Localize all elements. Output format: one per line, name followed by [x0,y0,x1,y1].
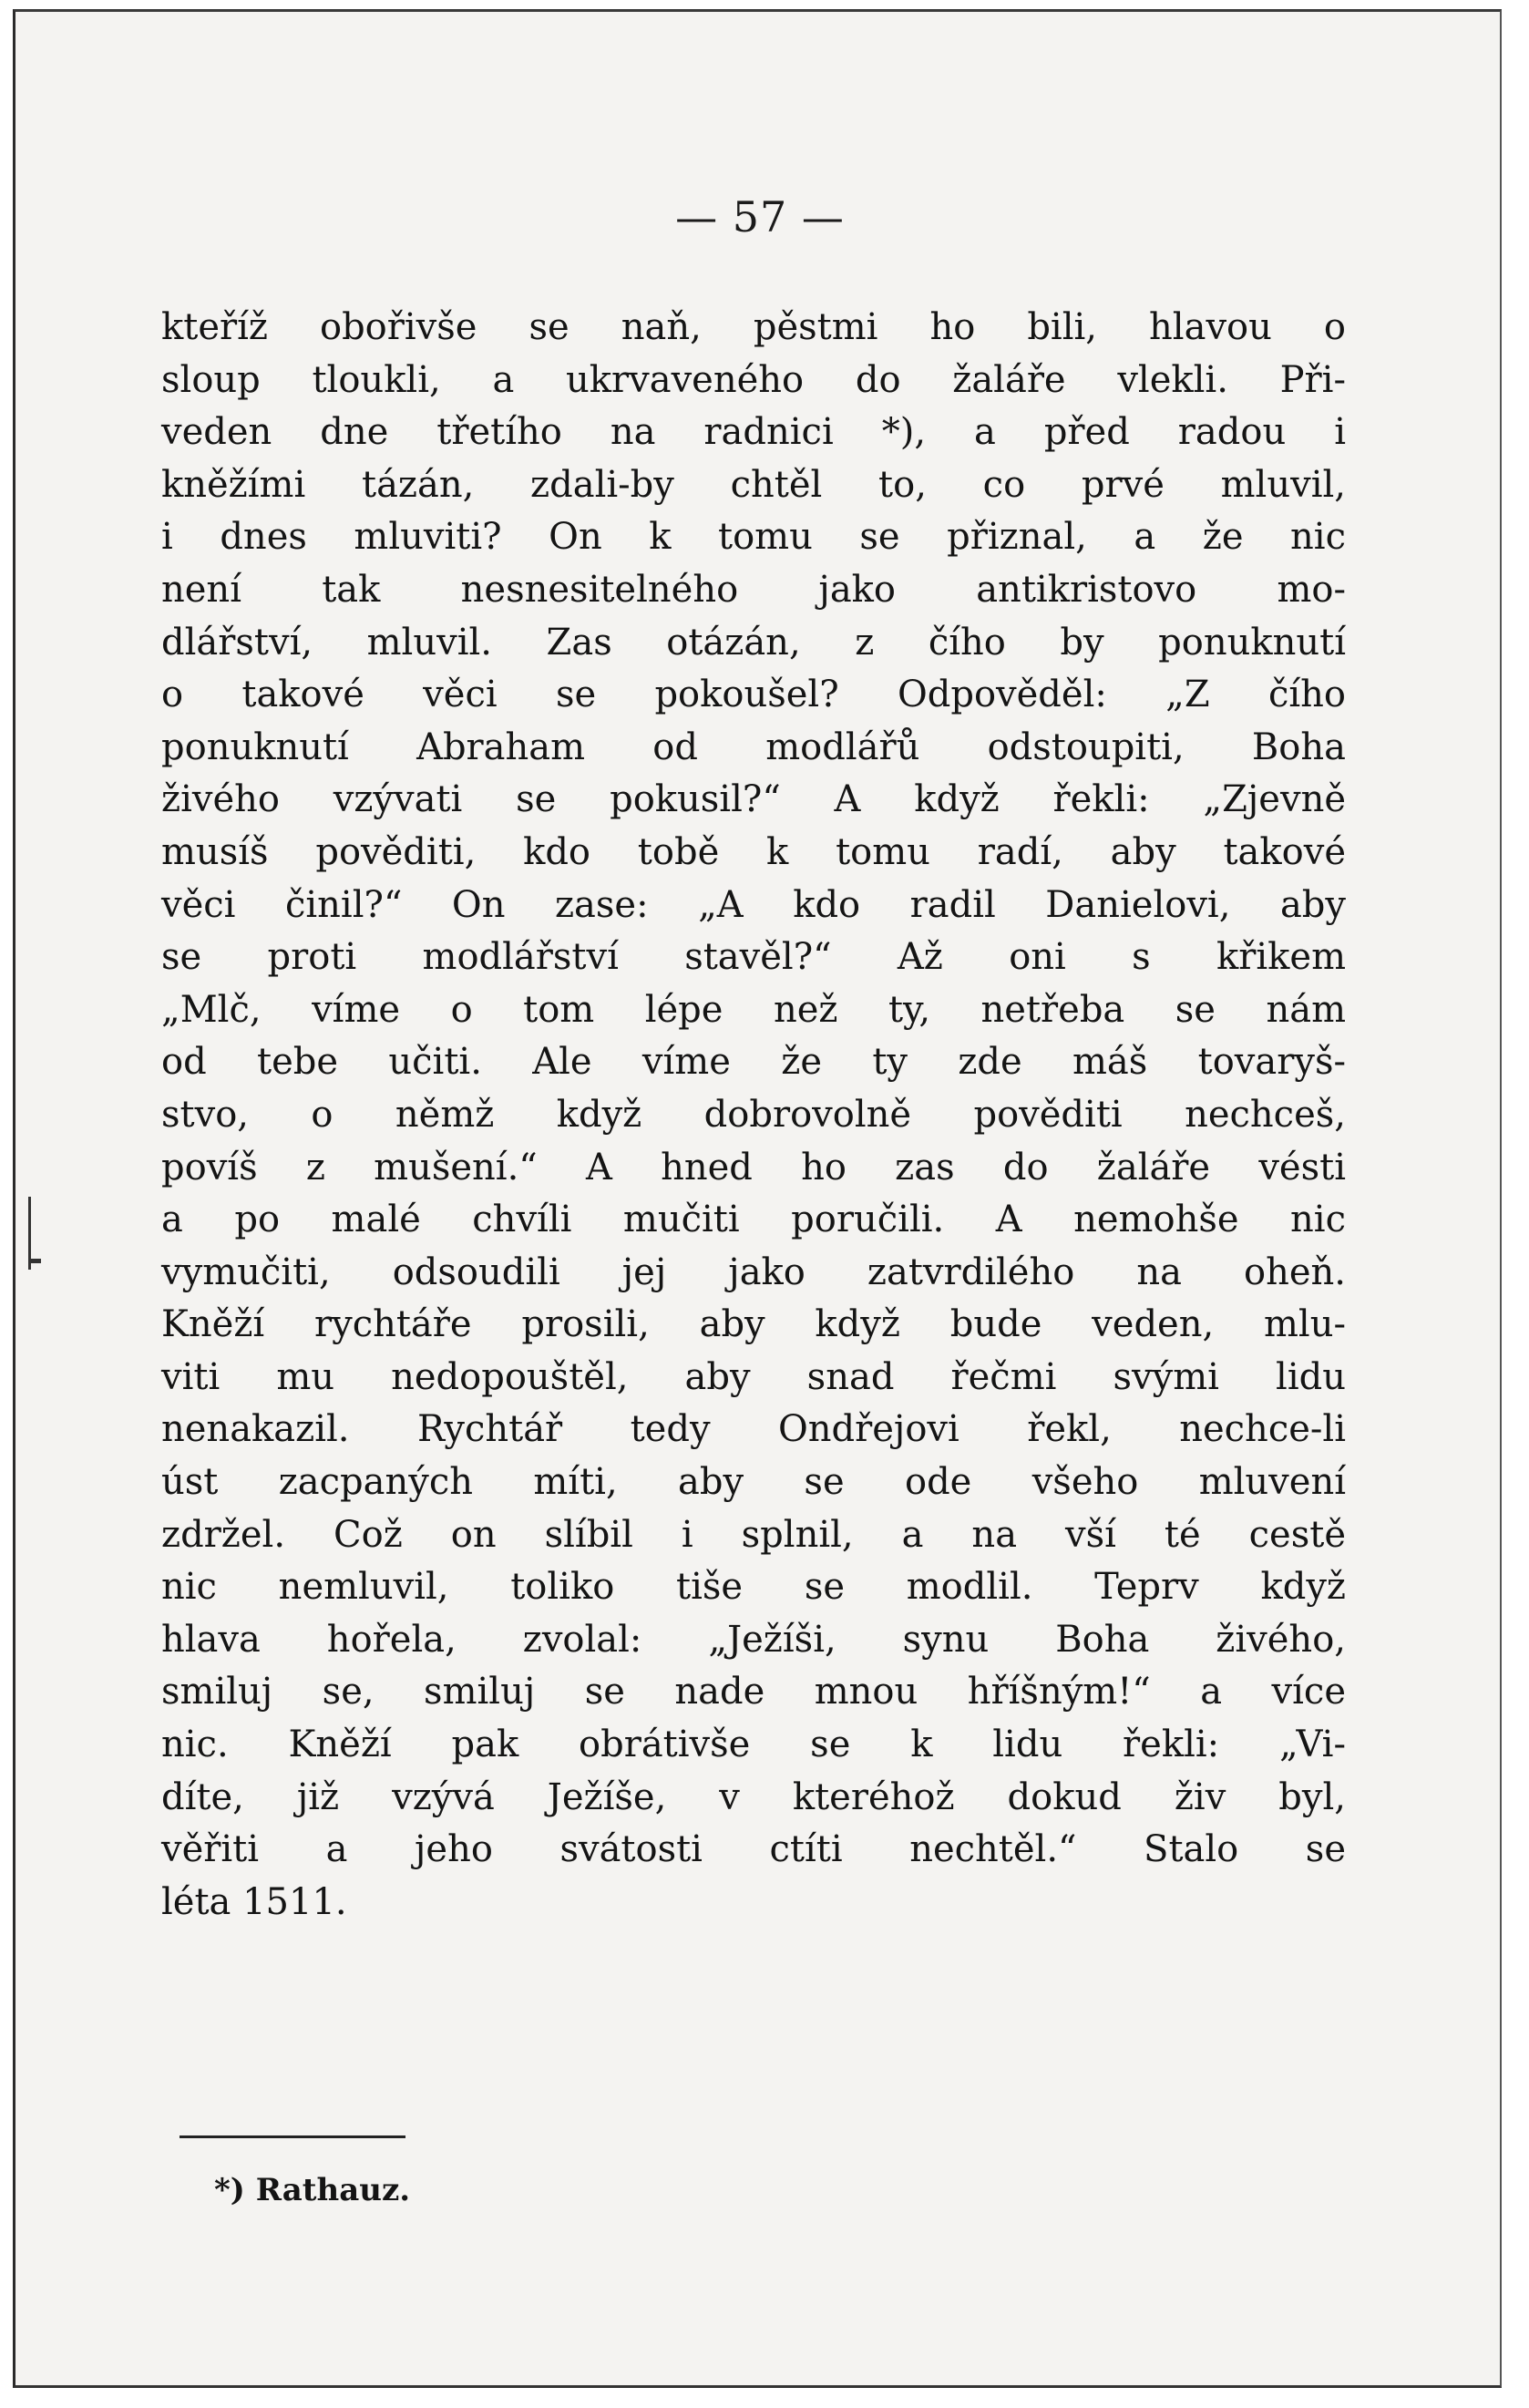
body-text [161,302,1346,1929]
text-line: viti mu nedopouštěl, aby snad řečmi svými lidu [161,1355,1346,1398]
text-line: zdržel. Což on slíbil i splnil, a na vší té cestě [161,1513,1346,1556]
text-line: stvo, o němž když dobrovolně pověditi nechceš, [161,1093,1346,1136]
text-line: kněžími tázán, zdali-by chtěl to, co prvé mluvil, [161,463,1346,506]
text-line: o takové věci se pokoušel? Odpověděl: „Z čího [161,674,1346,716]
footnote-rule [180,2135,405,2138]
text-line: musíš pověditi, kdo tobě k tomu radí, aby takové [161,830,1346,873]
text-line: „Mlč, víme o tom lépe než ty, netřeba se nám [161,988,1346,1031]
text-line: nic. Kněží pak obrátivše se k lidu řekli: „Vi- [161,1724,1346,1766]
text-line: i dnes mluviti? On k tomu se přiznal, a že nic [161,516,1346,559]
text-line: hlava hořela, zvolal: „Ježíši, synu Boha živého, [161,1618,1346,1661]
text-line: nenakazil. Rychtář tedy Ondřejovi řekl, nechce-li [161,1408,1346,1451]
text-line: a po malé chvíli mučiti poručili. A nemohše nic [161,1199,1346,1241]
text-line: dlářství, mluvil. Zas otázán, z čího by ponuknutí [161,621,1346,664]
text-line: veden dne třetího na radnici *), a před radou i [161,411,1346,454]
text-line: díte, již vzývá Ježíše, v kteréhož dokud živ byl, [161,1775,1346,1818]
footnote: *) Rathauz. [214,2172,411,2208]
text-line: Kněží rychtáře prosili, aby když bude veden, mlu- [161,1303,1346,1346]
text-line: věřiti a jeho svátosti ctíti nechtěl.“ Stalo se [161,1828,1346,1871]
text-line: ponuknutí Abraham od modlářů odstoupiti, Boha [161,725,1346,768]
text-line: nic nemluvil, toliko tiše se modlil. Teprv když [161,1566,1346,1609]
text-line: věci činil?“ On zase: „A kdo radil Danielovi, aby [161,883,1346,926]
text-line: od tebe učiti. Ale víme že ty zde máš tovaryš- [161,1041,1346,1084]
text-line: živého vzývati se pokusil?“ A když řekli: „Zjevně [161,778,1346,821]
text-line: kteříž obořivše se naň, pěstmi ho bili, hlavou o [161,306,1346,348]
text-line: smiluj se, smiluj se nade mnou hříšným!“ a více [161,1671,1346,1713]
text-line: není tak nesnesitelného jako antikristovo mo- [161,568,1346,611]
text-line: povíš z mušení.“ A hned ho zas do žaláře vésti [161,1146,1346,1189]
text-line: sloup tloukli, a ukrvaveného do žaláře vlekli. Při- [161,358,1346,401]
margin-mark [28,1259,41,1263]
text-line: vymučiti, odsoudili jej jako zatvrdilého na oheň. [161,1250,1346,1293]
text-line: léta 1511. [161,1880,347,1923]
text-line: úst zacpaných míti, aby se ode všeho mluvení [161,1461,1346,1504]
page-number: — 57 — [675,192,845,242]
book-page [13,9,1502,2388]
text-line: se proti modlářství stavěl?“ Až oni s křikem [161,936,1346,979]
